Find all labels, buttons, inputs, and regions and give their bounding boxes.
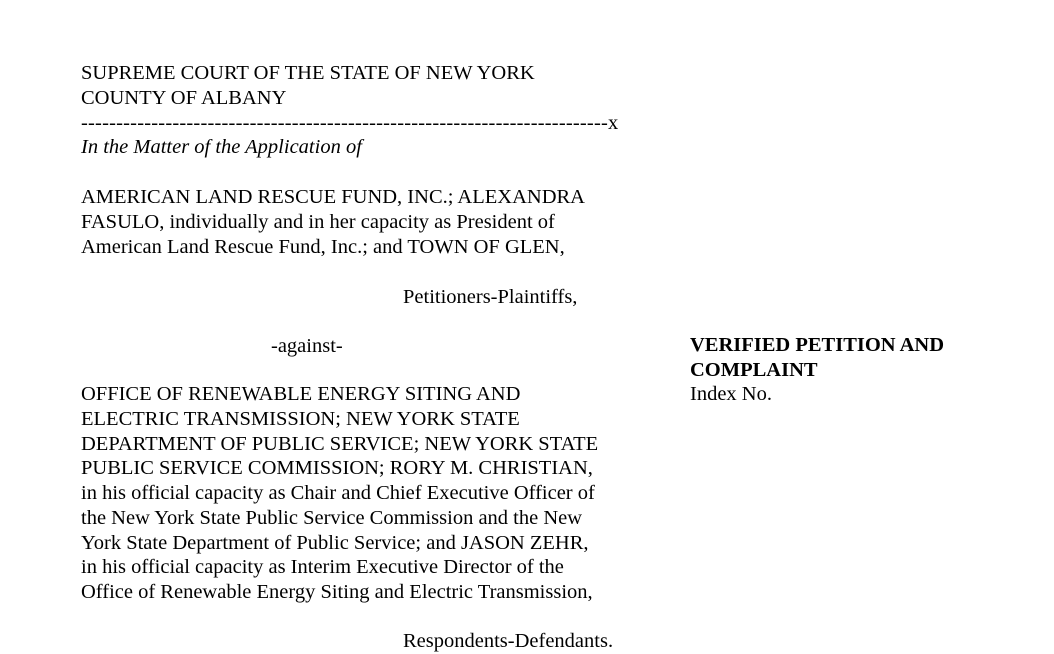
county-name: COUNTY OF ALBANY: [81, 87, 287, 109]
against-label: -against-: [271, 335, 343, 357]
petitioner-line: AMERICAN LAND RESCUE FUND, INC.; ALEXANDRA: [81, 186, 585, 208]
respondent-line: the New York State Public Service Commission and the New: [81, 507, 583, 529]
matter-heading: In the Matter of the Application of: [81, 136, 362, 158]
court-name: SUPREME COURT OF THE STATE OF NEW YORK: [81, 62, 535, 84]
petitioner-line: FASULO, individually and in her capacity as President of: [81, 211, 555, 233]
respondent-line: in his official capacity as Interim Executive Director of the: [81, 556, 564, 578]
petitioners-role: Petitioners-Plaintiffs,: [403, 286, 578, 308]
petitioner-line: American Land Rescue Fund, Inc.; and TOWN OF GLEN,: [81, 236, 565, 258]
respondents-role: Respondents-Defendants.: [403, 630, 614, 652]
respondent-line: in his official capacity as Chair and Chief Executive Officer of: [81, 482, 595, 504]
caption-separator: ---------------------------------------------------------------------------x: [81, 112, 619, 134]
respondent-line: DEPARTMENT OF PUBLIC SERVICE; NEW YORK STATE: [81, 433, 599, 455]
respondent-line: PUBLIC SERVICE COMMISSION; RORY M. CHRISTIAN,: [81, 457, 593, 479]
respondent-line: Office of Renewable Energy Siting and Electric Transmission,: [81, 581, 593, 603]
document-title-cont: COMPLAINT: [690, 359, 818, 381]
document-title: VERIFIED PETITION AND: [690, 334, 945, 356]
respondent-line: OFFICE OF RENEWABLE ENERGY SITING AND: [81, 383, 521, 405]
index-number-label: Index No.: [690, 383, 772, 405]
respondent-line: ELECTRIC TRANSMISSION; NEW YORK STATE: [81, 408, 520, 430]
respondent-line: York State Department of Public Service; and JASON ZEHR,: [81, 532, 589, 554]
